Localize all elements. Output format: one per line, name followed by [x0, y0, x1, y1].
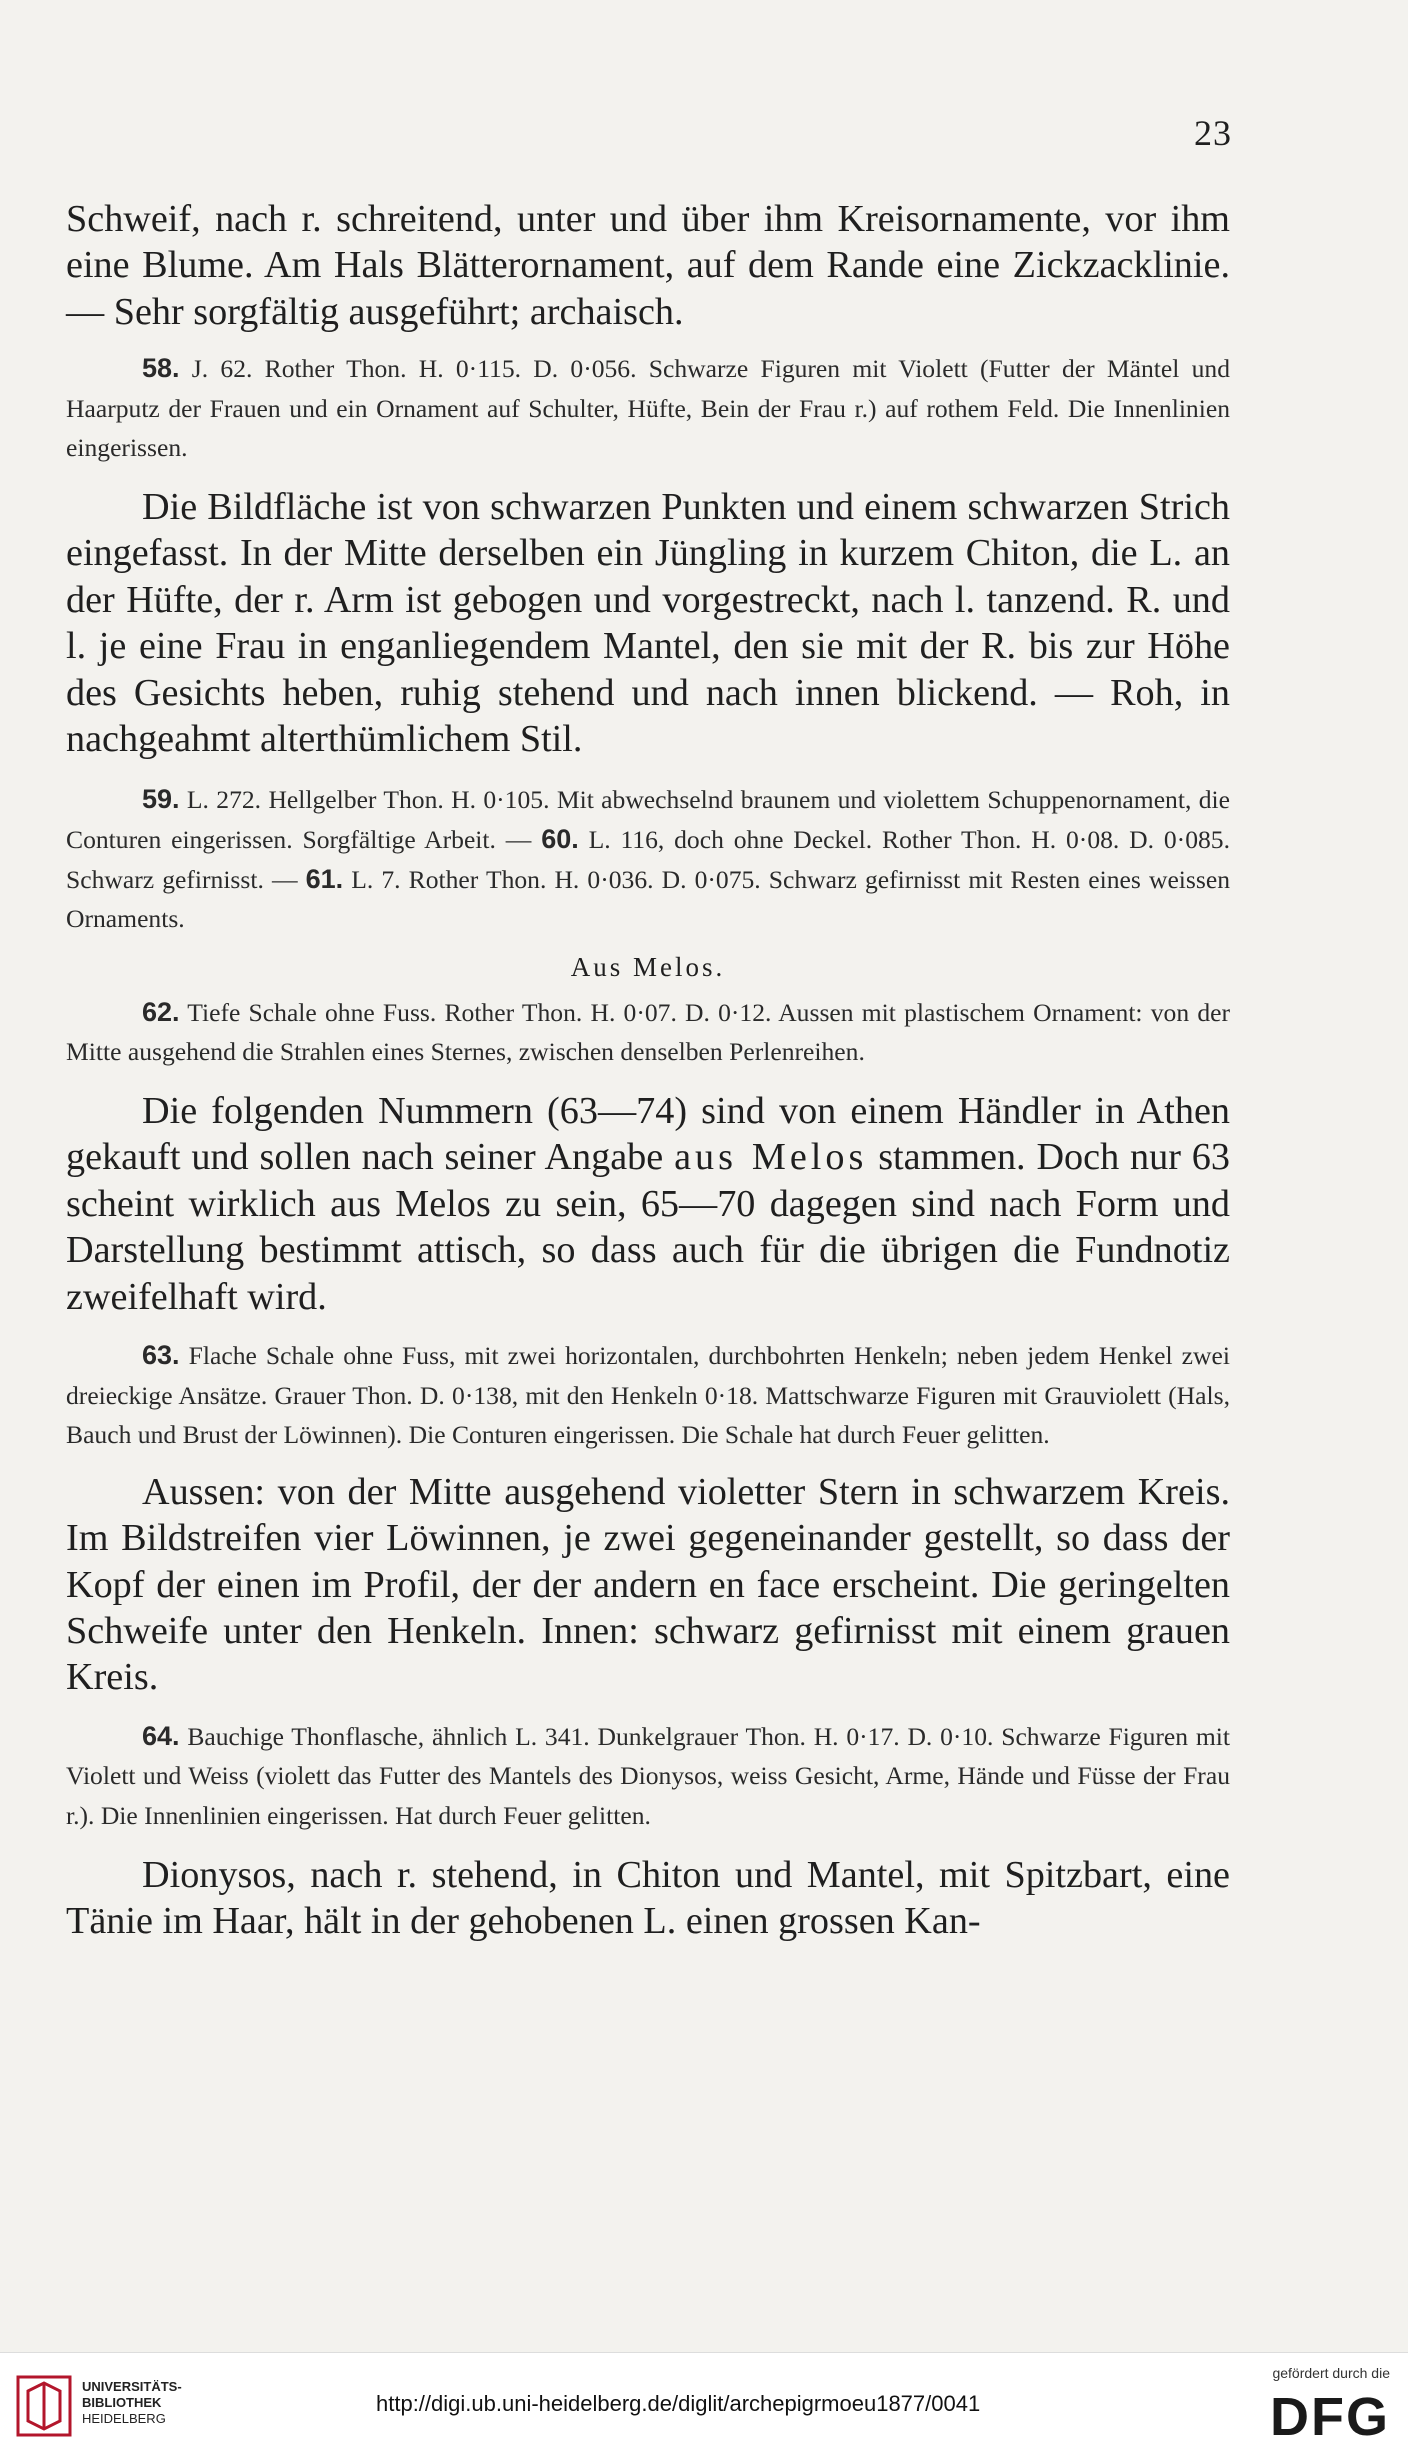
funding-caption: gefördert durch die [1272, 2365, 1390, 2381]
paragraph-continuation: Schweif, nach r. schreitend, unter und über ihm Kreisornamente, vor ihm eine Blume. Am Hals Blätterornament, auf dem Rande eine Zickzacklinie. — Sehr sorgfältig ausgeführt; archaisch. [66, 198, 1230, 333]
entry-text-59: L. 272. Hellgelber Thon. H. 0·105. Mit abwechselnd braunem und violettem Schuppenornament, die Conturen eingerissen. Sorgfältige Arbeit. — [66, 785, 1230, 855]
entry-number-59: 59. [142, 784, 180, 815]
entry-text-58: J. 62. Rother Thon. H. 0·115. D. 0·056. Schwarze Figuren mit Violett (Futter der Mäntel und Haarputz der Frauen und ein Ornament auf Schulter, Hüfte, Bein der Frau r.) auf rothem Feld. Die Innenlinien eingerissen. [66, 354, 1230, 463]
entry-number-58: 58. [142, 353, 180, 384]
entry-58 [66, 349, 1230, 468]
entry-number-62: 62. [142, 996, 180, 1027]
entry-number-63: 63. [142, 1340, 180, 1371]
page-number: 23 [1194, 113, 1232, 153]
entry-text-60: L. 116, doch ohne Deckel. Rother Thon. H. 0·08. D. 0·085. Schwarz gefirnisst. — [66, 825, 1230, 894]
entry-59-61 [66, 780, 1230, 938]
entry-text-62: Tiefe Schale ohne Fuss. Rother Thon. H. 0·07. D. 0·12. Aussen mit plastischem Ornament: von der Mitte ausgehend die Strahlen eines Sternes, zwischen denselben Perlenreihen. [66, 997, 1230, 1067]
provenance-text-a: Die folgenden Nummern (63—74) sind von einem Händler in Athen gekauft und sollen nach seiner Angabe [66, 1090, 1230, 1179]
dfg-logo[interactable]: DFG [1270, 2387, 1390, 2447]
text-column [66, 196, 1230, 1944]
provenance-text-b: stammen. Doch nur 63 scheint wirklich aus Melos zu sein, 65—70 dagegen sind nach Form und Darstellung bestimmt attisch, so dass auch für die übrigen die Fundnotiz zweifelhaft wird. [66, 1136, 1230, 1318]
entry-number-61: 61. [305, 863, 344, 894]
provenance-spaced: aus Melos [674, 1136, 868, 1179]
paragraph-description-63: Aussen: von der Mitte ausgehend violetter Stern in schwarzem Kreis. Im Bildstreifen vier Löwinnen, je zwei gegeneinander gestellt, so dass der Kopf der einen im Profil, der der andern en face erscheint. Die geringelten Schweife unter den Henkeln. Innen: schwarz gefirnisst mit einem grauen Kreis. [66, 1470, 1230, 1699]
permalink-url[interactable]: http://digi.ub.uni-heidelberg.de/diglit/archepigrmoeu1877/0041 [376, 2391, 981, 2416]
entry-62 [66, 993, 1230, 1072]
entry-64 [66, 1717, 1230, 1836]
university-library-name [82, 2379, 182, 2427]
university-seal-icon [14, 2373, 74, 2439]
paragraph-description-58: Die Bildfläche ist von schwarzen Punkten und einem schwarzen Strich eingefasst. In der Mitte derselben ein Jüngling in kurzem Chiton, die L. an der Hüfte, der r. Arm ist gebogen und vorgestreckt, nach l. tanzend. R. und l. je eine Frau in enganliegendem Mantel, den sie mit der R. bis zur Höhe des Gesichts heben, ruhig stehend und nach innen blickend. — Roh, in nachgeahmt alterthümlichem Stil. [66, 486, 1230, 761]
entry-text-61: L. 7. Rother Thon. H. 0·036. D. 0·075. Schwarz gefirnisst mit Resten eines weissen Ornaments. [66, 864, 1230, 934]
university-line-2: BIBLIOTHEK [82, 2395, 162, 2410]
entry-number-64: 64. [142, 1720, 180, 1751]
viewer-footer [0, 2352, 1408, 2455]
entry-number-60: 60. [541, 824, 579, 855]
university-line-1: UNIVERSITÄTS- [82, 2379, 182, 2394]
section-heading-melos: Aus Melos. [570, 951, 726, 982]
entry-text-64: Bauchige Thonflasche, ähnlich L. 341. Dunkelgrauer Thon. H. 0·17. D. 0·10. Schwarze Figuren mit Violett und Weiss (violett das Futter des Mantels des Dionysos, weiss Gesicht, Arme, Hände und Füsse der Frau r.). Die Innenlinien eingerissen. Hat durch Feuer gelitten. [66, 1721, 1230, 1831]
entry-text-63: Flache Schale ohne Fuss, mit zwei horizontalen, durchbohrten Henkeln; neben jedem Henkel zwei dreieckige Ansätze. Grauer Thon. D. 0·138, mit den Henkeln 0·18. Mattschwarze Figuren mit Grauviolett (Hals, Bauch und Brust der Löwinnen). Die Conturen eingerissen. Die Schale hat durch Feuer gelitten. [66, 1341, 1230, 1450]
entry-63 [66, 1336, 1230, 1455]
university-line-3: HEIDELBERG [82, 2411, 166, 2426]
paragraph-provenance [66, 1088, 1230, 1320]
paragraph-description-64: Dionysos, nach r. stehend, in Chiton und Mantel, mit Spitzbart, eine Tänie im Haar, hält in der gehobenen L. einen grossen Kan- [66, 1853, 1230, 1943]
